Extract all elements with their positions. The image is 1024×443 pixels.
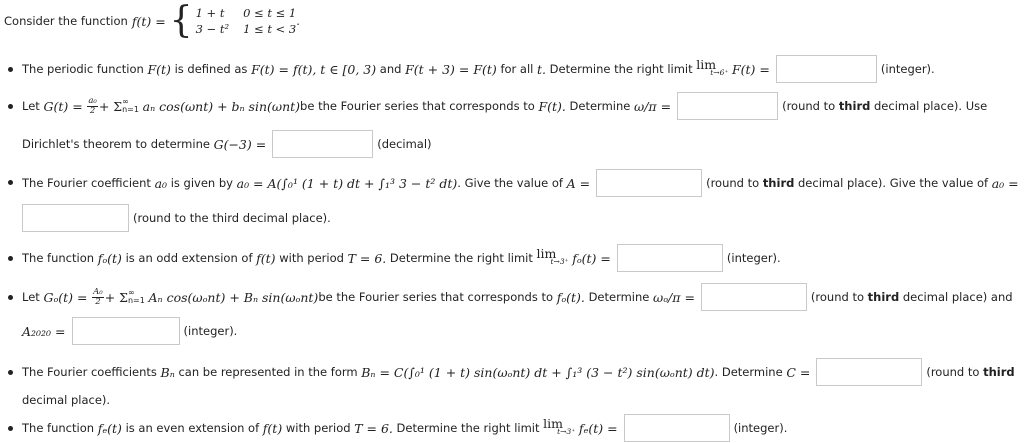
q3-a0-input[interactable]: [22, 204, 129, 232]
q6-Bn-eq: Bₙ = C: [361, 364, 404, 380]
q7-hint: (integer).: [733, 421, 788, 435]
q7-answer-input[interactable]: [624, 414, 730, 442]
q6-line: The Fourier coefficients Bₙ can be represented in the form Bₙ = C (∫₀¹ (1 + t) sin(ωₒnt) dt + ∫₁³ (3 − t²) sin(ωₒnt) dt) . Determine C = (round to third: [22, 356, 1015, 388]
intro-line: [4, 0, 300, 41]
q4-text-a: The function: [22, 251, 95, 265]
q2-line-2: [22, 130, 432, 158]
bullet-2: [8, 104, 13, 109]
q6-line-2: [22, 391, 110, 409]
q7-fe: fₑ(t): [97, 420, 122, 436]
q2-text-h: be the Fourier series that corresponds to: [300, 99, 535, 113]
q2-F: F(t).: [538, 98, 566, 114]
q3-a0-lhs: a₀ =: [991, 175, 1019, 191]
q5-fo: fₒ(t).: [556, 289, 585, 305]
q6-text-c: can be represented in the form: [178, 365, 358, 379]
q2-terms: aₙ cos(ωnt) + bₙ sin(ωnt): [142, 98, 301, 114]
q4-lhs: fₒ(t) =: [572, 250, 611, 266]
case-2-cond: 1 ≤ t < 3: [243, 22, 297, 36]
q3-text-a: The Fourier coefficient: [22, 176, 151, 190]
q7-line: [22, 414, 787, 442]
q2-hint2: (decimal): [377, 137, 432, 151]
q6-C-lhs: C =: [786, 364, 811, 380]
case-2-expr: 3 − t²: [195, 22, 230, 36]
q2-dirichlet: Dirichlet's theorem to determine: [22, 137, 210, 151]
q4-hint: (integer).: [726, 251, 781, 265]
q4-T: T = 6.: [347, 250, 387, 266]
q5-A2020-lhs: A₂₀₂₀ =: [22, 323, 66, 339]
q5-terms: Aₙ cos(ωₒnt) + Bₙ sin(ωₒnt): [148, 289, 319, 305]
q1-line: [22, 55, 935, 83]
piecewise: { 1 + t 0 ≤ t ≤ 1 3 − t² 1 ≤ t < 3: [169, 0, 297, 41]
q5-A0-frac: $\frac{\text{A₀}}{2}$: [93, 286, 103, 307]
q1-and: and: [379, 62, 402, 76]
q3-A-lhs: A =: [566, 175, 591, 191]
q5-hint2: (integer).: [183, 324, 238, 338]
bullet-1: [8, 67, 13, 72]
q7-limit: lim t→3⁺: [543, 416, 576, 436]
q2-G-lhs: G(−3) =: [213, 136, 267, 152]
bullet-7: [8, 426, 13, 431]
q7-determine: Determine the right limit: [396, 421, 540, 435]
bullet-3: [8, 180, 13, 185]
q1-determine: Determine the right limit: [549, 62, 693, 76]
q1-hint: (integer).: [880, 62, 935, 76]
q3-A-input[interactable]: [596, 169, 702, 197]
q7-f: f(t): [262, 420, 283, 436]
q1-answer-input[interactable]: [776, 55, 877, 83]
q3-give: Give the value of: [464, 176, 563, 190]
q3-a0-eq: a₀ = A: [236, 175, 277, 191]
q7-period: with period: [285, 421, 351, 435]
q5-line-2: [22, 316, 237, 346]
q4-fo: fₒ(t): [97, 250, 122, 266]
q5-omega: ωₒ/π =: [653, 289, 695, 305]
q4-f: f(t): [256, 250, 276, 266]
q2-determine: Determine: [569, 99, 631, 113]
q4-limit: lim t→3⁺: [536, 246, 569, 266]
q2-omega-input[interactable]: [677, 92, 778, 120]
q4-text-c: is an odd extension of: [125, 251, 253, 265]
q3-hint2: (round to the third decimal place).: [133, 211, 331, 225]
q5-A2020-input[interactable]: [72, 317, 180, 345]
period-mark: .: [296, 14, 300, 28]
intro-text: Consider the function: [4, 14, 128, 28]
q2-G: G(t) =: [43, 98, 83, 114]
intro-lhs: f(t) =: [131, 13, 166, 29]
q6-hint-cont: decimal place).: [22, 393, 111, 407]
q6-hint: (round to third: [926, 365, 1015, 379]
q7-lhs: fₑ(t) =: [578, 420, 618, 436]
q5-sum: + Σ: [104, 289, 128, 305]
q6-integral: (∫₀¹ (1 + t) sin(ωₒnt) dt + ∫₁³ (3 − t²) sin(ωₒnt) dt): [403, 364, 715, 380]
q2-hint: (round to third decimal place). Use: [782, 99, 988, 113]
q2-line: Let G(t) = $\frac{\text{a₀}}{2}$ + Σ ∞ n=1 aₙ cos(ωnt) + bₙ sin(ωnt) be the Fourier series that corresponds to F(t). Determine ω/π = (round to third decimal place). Use: [22, 92, 987, 120]
q1-lhs: F(t) =: [731, 61, 770, 77]
q2-omega: ω/π =: [634, 98, 672, 114]
q2-a0-frac: $\frac{\text{a₀}}{2}$: [88, 95, 97, 116]
q6-C-input[interactable]: [816, 358, 922, 386]
q5-hint: (round to third decimal place) and: [810, 290, 1013, 304]
q3-integral: (∫₀¹ (1 + t) dt + ∫₁³ 3 − t² dt): [276, 175, 458, 191]
q3-hint: (round to third decimal place). Give the value of: [706, 176, 989, 190]
q3-line: The Fourier coefficient a₀ is given by a₀ = A (∫₀¹ (1 + t) dt + ∫₁³ 3 − t² dt) . Give the value of A = (round to third decimal place). Give the value of a₀ =: [22, 168, 1019, 198]
q3-a0: a₀: [154, 175, 168, 191]
q4-determine: Determine the right limit: [389, 251, 533, 265]
q5-let: Let: [22, 290, 40, 304]
q1-F: F(t): [147, 61, 171, 77]
q2-let: Let: [22, 99, 40, 113]
q6-text-a: The Fourier coefficients: [22, 365, 157, 379]
bullet-4: [8, 256, 13, 261]
q2-G-input[interactable]: [272, 130, 373, 158]
q5-text-h: be the Fourier series that corresponds to: [318, 290, 554, 304]
q1-def: F(t) = f(t), t ∈ [0, 3): [251, 61, 377, 77]
q6-Bn: Bₙ: [160, 364, 175, 380]
bullet-6: [8, 370, 13, 375]
q5-line: Let Gₒ(t) = $\frac{\text{A₀}}{2}$ + Σ ∞ n=1 Aₙ cos(ωₒnt) + Bₙ sin(ωₒnt) be the Fourier series that corresponds to fₒ(t). Determine ωₒ/π = (round to third decimal place) and: [22, 282, 1013, 312]
q7-text-c: is an even extension of: [125, 421, 260, 435]
q6-determine: Determine: [721, 365, 783, 379]
q5-omega-input[interactable]: [701, 283, 807, 311]
q1-limit: lim t→6⁺: [696, 57, 729, 77]
q4-period: with period: [279, 251, 344, 265]
bullet-5: [8, 295, 13, 300]
q1-t: t.: [537, 61, 547, 77]
q7-text-a: The function: [22, 421, 95, 435]
q4-line: [22, 244, 781, 272]
q1-forall: for all: [500, 62, 534, 76]
q4-answer-input[interactable]: [617, 244, 723, 272]
case-1-expr: 1 + t: [195, 6, 225, 20]
q1-periodicity: F(t + 3) = F(t): [405, 61, 497, 77]
q1-text-a: The periodic function: [22, 62, 144, 76]
q3-line-2: [22, 203, 331, 233]
case-1-cond: 0 ≤ t ≤ 1: [243, 6, 297, 20]
q5-determine: Determine: [588, 290, 650, 304]
q7-T: T = 6.: [354, 420, 393, 436]
q5-Go: Gₒ(t) =: [43, 289, 88, 305]
q3-text-c: is given by: [170, 176, 233, 190]
q2-sum: + Σ: [98, 98, 123, 114]
q1-text-c: is defined as: [174, 62, 248, 76]
